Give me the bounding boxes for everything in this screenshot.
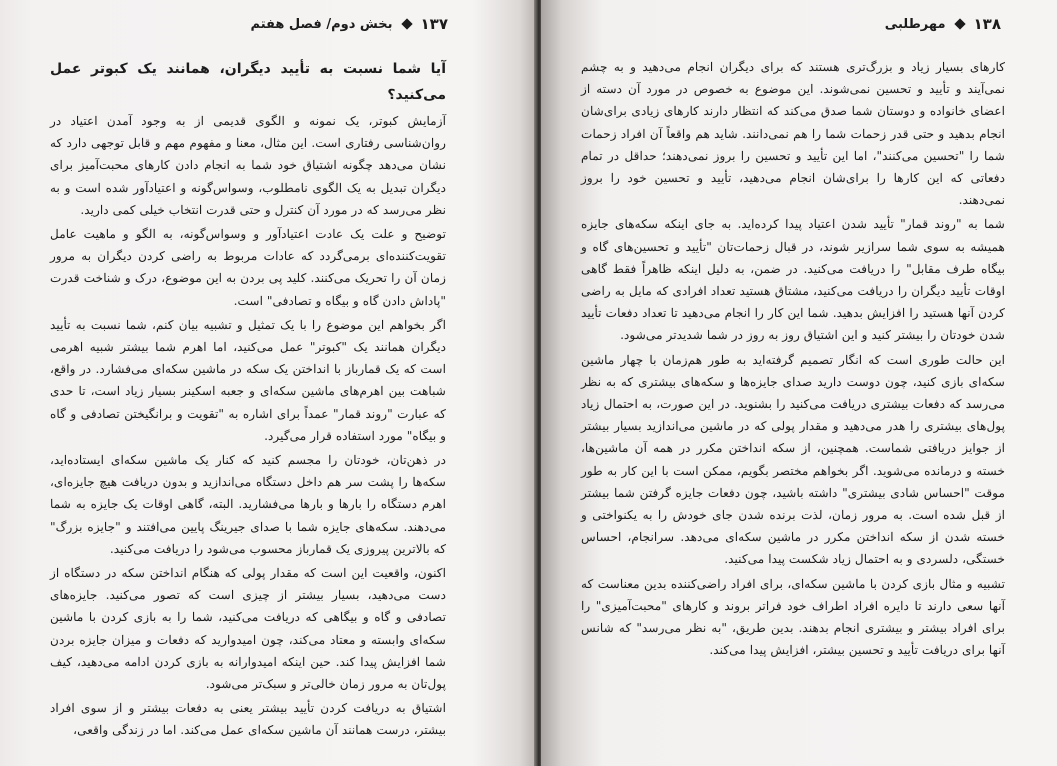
right-running-head-text: مهرطلبی bbox=[884, 16, 946, 32]
paragraph: در ذهن‌تان، خودتان را مجسم کنید که کنار یک ماشین سکه‌ای ایستاده‌اید، سکه‌ها را پشت سر هم داخل دستگاه می‌اندازید و بدون دریافت هیچ جایزه‌ای، اهرم دستگاه را بارها و بارها می‌فشارید. البته، گاهی اوقات یک جایزه به شما می‌دهند. سکه‌های جایزه شما با صدای جیرینگ پایین می‌افتند و "جایزه بزرگ" که بالاترین پیروزی یک قمارباز محسوب می‌شود را دریافت می‌کنید. bbox=[50, 453, 446, 556]
left-page-number: ۱۳۷ bbox=[420, 15, 448, 33]
left-running-head-text: بخش دوم/ فصل هفتم bbox=[250, 16, 393, 32]
paragraph: اکنون، واقعیت این است که مقدار پولی که هنگام انداختن سکه در دستگاه از دست می‌دهید، بسیار بیشتر از چیزی است که تصور می‌کنید. جایزه‌های تصادفی و گاه و بیگاهی که دریافت می‌کنید، شما را به بازی کردن با ماشین سکه‌ای وابسته و معتاد می‌کند، چون امیدوارید که دفعات و میزان جایزه بردن شما افزایش پیدا کند. حین اینکه امیدوارانه به بازی کردن ادامه می‌دهید، کیف پول‌تان به مرور زمان خالی‌تر و سبک‌تر می‌شود. bbox=[50, 566, 446, 692]
right-body-text bbox=[581, 56, 1005, 663]
diamond-ornament-icon bbox=[954, 18, 965, 29]
paragraph: کارهای بسیار زیاد و بزرگ‌تری هستند که برای دیگران انجام می‌دهید و به چشم نمی‌آیند و تأیید و تحسین نمی‌شوند. این موضوع به خصوص در مورد آن دسته از اعضای خانواده و دوستان شما صدق می‌کند که انتظار دارند کارهای زیادی برای‌شان انجام بدهید و حتی قدر زحمات شما را هم نمی‌دانند. شاید هم واقعاً آن افراد زحمات شما را "تحسین می‌کنند"، اما این تأیید و تحسین را بروز نمی‌دهند؛ حداقل در تمام دفعاتی که این کارها را برای‌شان انجام می‌دهید، تأیید و تحسین خود را بروز نمی‌دهند. bbox=[581, 60, 1005, 208]
paragraph: شما به "روند قمار" تأیید شدن اعتیاد پیدا کرده‌اید. به جای اینکه سکه‌های جایزه همیشه به سوی شما سرازیر شوند، در قبال زحمات‌تان "تأیید و تحسین‌های گاه و بیگاه طرف مقابل" را دریافت می‌کنید. در ضمن، به دلیل اینکه ظاهراً فقط گاهی اوقات تأیید دیگران را دریافت می‌کنید، مشتاق هستید تعداد افرادی که مایل به راضی کردن آنها هستید را افزایش بدهید. شما این کار را انجام می‌دهید تا تعداد دفعات تأیید شدن خودتان را بیشتر کنید و این اشتیاق روز به روز در شما شدیدتر می‌شود. bbox=[581, 217, 1005, 343]
paragraph: تشبیه و مثال بازی کردن با ماشین سکه‌ای، برای افراد راضی‌کننده بدین معناست که آنها سعی دارند تا دایره افراد اطراف خود فراتر بروند و کارهای "محبت‌آمیزی" را برای افراد بیشتر و بیشتری انجام بدهند. بدین طریق، "به نظر می‌رسد" که شانس آنها برای دریافت تأیید و تحسین بیشتر، افزایش پیدا می‌کند. bbox=[581, 576, 1005, 658]
paragraph: آزمایش کبوتر، یک نمونه و الگوی قدیمی از به وجود آمدن اعتیاد در روان‌شناسی رفتاری است. این مثال، معنا و مفهوم مهم و قابل توجهی دارد که نشان می‌دهد چگونه اشتیاق خود شما به انجام دادن کارهای محبت‌آمیز برای دیگران تبدیل به یک الگوی نامطلوب، وسواس‌گونه و اعتیادآور شده است و به نظر می‌رسد که در مورد آن کنترل و حتی قدرت انتخاب خیلی کمی دارید. bbox=[50, 114, 446, 217]
left-body-text bbox=[50, 56, 446, 744]
paragraph: اشتیاق به دریافت کردن تأیید بیشتر یعنی به دفعات بیشتر و از سوی افراد بیشتر، درست همانند آن ماشین سکه‌ای عمل می‌کند. اما در زندگی واقعی، bbox=[50, 701, 446, 738]
section-heading: آیا شما نسبت به تأیید دیگران، همانند یک کبوتر عمل می‌کنید؟ bbox=[50, 61, 446, 103]
paragraph: اگر بخواهم این موضوع را با یک تمثیل و تشبیه بیان کنم، شما نسبت به تأیید دیگران همانند یک "کبوتر" عمل می‌کنید، اما اهرم شما بیشتر شبیه اهرمی است که یک قمارباز با انداختن یک سکه در ماشین سکه‌ای می‌فشارد. در واقع، شباهت بین اهرم‌های ماشین سکه‌ای و جعبه اسکینر بسیار زیاد است، تا حدی که عبارت "روند قمار" عمداً برای اشاره به "تقویت و برانگیختن تصادفی و گاه و بیگاه" مورد استفاده قرار می‌گیرد. bbox=[50, 317, 446, 443]
right-running-head bbox=[577, 14, 1001, 34]
diamond-ornament-icon bbox=[401, 18, 412, 29]
right-page bbox=[541, 0, 1057, 766]
right-page-number: ۱۳۸ bbox=[973, 15, 1001, 33]
paragraph: این حالت طوری است که انگار تصمیم گرفته‌اید به طور هم‌زمان با چهار ماشین سکه‌ای بازی کنید، چون دوست دارید صدای جایزه‌ها و سکه‌های بیشتری که به نظر می‌رسد که دفعات بیشتری دریافت می‌کنید را بشنوید. در این صورت، به احتمال زیاد پول‌های بیشتری را هدر می‌دهید و مقدار پولی که در ماشین می‌اندازید بسیار بیشتر از جوایز دریافتی شماست. همچنین، از سکه انداختن مکرر در همه آن ماشین‌ها، خسته و درمانده می‌شوید. اگر بخواهم مختصر بگویم، ممکن است با این کار به طور موقت "احساس شادی بیشتری" داشته باشید، چون دفعات جایزه گرفتن شما بیشتر از قبل شده است. به مرور زمان، لذت برنده شدن جای خودش را به یکنواختی و خسته شدن از سکه انداختن مکرر در ماشین سکه‌ای می‌دهد. سرانجام، احساس خستگی، دلسردی و به احتمال زیاد شکست پیدا می‌کنید. bbox=[581, 352, 1005, 567]
paragraph: توضیح و علت یک عادت اعتیادآور و وسواس‌گونه، به الگو و ماهیت عامل تقویت‌کننده‌ای برمی‌گردد که عادات مربوط به راضی کردن دیگران به مرور زمان آن را تحریک می‌کنند. کلید پی بردن به این موضوع، درک و شناخت قدرت "پاداش دادن گاه و بیگاه و تصادفی" است. bbox=[50, 227, 446, 308]
left-running-head bbox=[52, 14, 448, 34]
